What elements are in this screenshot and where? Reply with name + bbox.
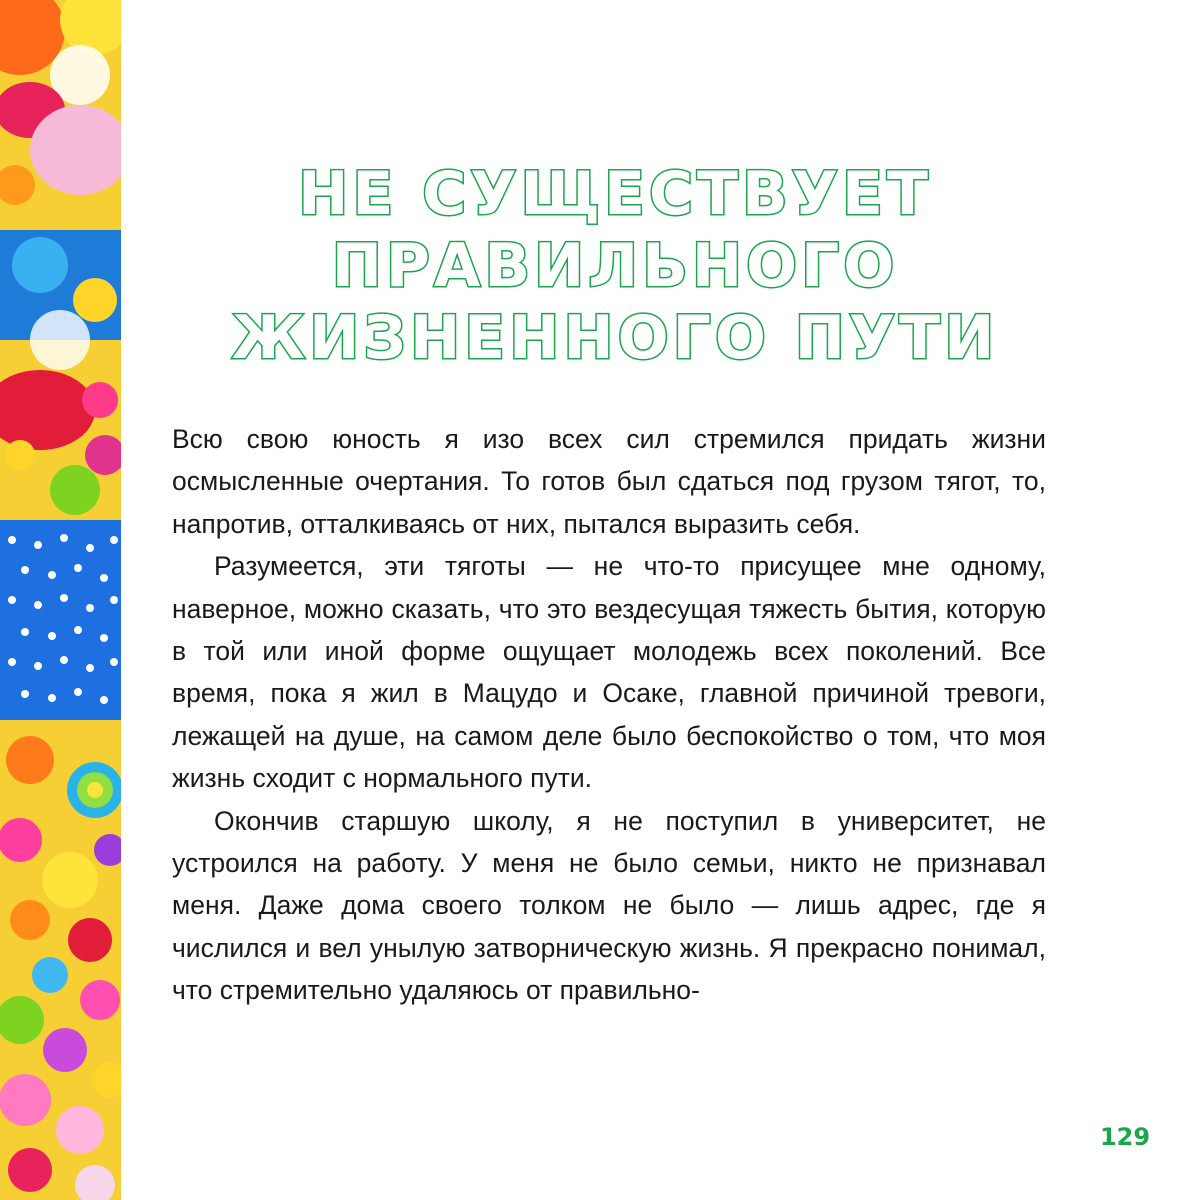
chapter-title-line: ПРАВИЛЬНОГО bbox=[331, 231, 899, 301]
paragraph: Всю свою юность я изо всех сил стремился придать жизни осмысленные очертания. То готов был сдаться под грузом тягот, то, напротив, отталкиваясь от них, пытался выразить себя. bbox=[172, 424, 1046, 539]
chapter-title bbox=[150, 158, 1080, 374]
chapter-title-line: ЖИЗНЕННОГО ПУТИ bbox=[231, 303, 999, 373]
candy-photo-strip bbox=[0, 0, 121, 1200]
page-number: 129 bbox=[1099, 1123, 1151, 1151]
paragraph: Разумеется, эти тяготы — не что-то присущее мне одному, наверное, можно сказать, что это вездесущая тяжесть бытия, которую в той или иной форме ощущает молодежь всех поколений. Все время, пока я жил в Мацудо и Осаке, главной причиной тревоги, лежащей на душе, на самом деле было беспокойство о том, что моя жизнь сходит с нормального пути. bbox=[172, 551, 1046, 794]
body-text bbox=[172, 418, 1046, 1012]
paragraph: Окончив старшую школу, я не поступил в университет, не устроился на работу. У меня не было семьи, никто не признавал меня. Даже дома своего толком не было — лишь адрес, где я числился и вел унылую затворническую жизнь. Я прекрасно понимал, что стремительно удаляюсь от правильно- bbox=[172, 805, 1046, 1006]
chapter-title-line: НЕ СУЩЕСТВУЕТ bbox=[298, 159, 932, 229]
